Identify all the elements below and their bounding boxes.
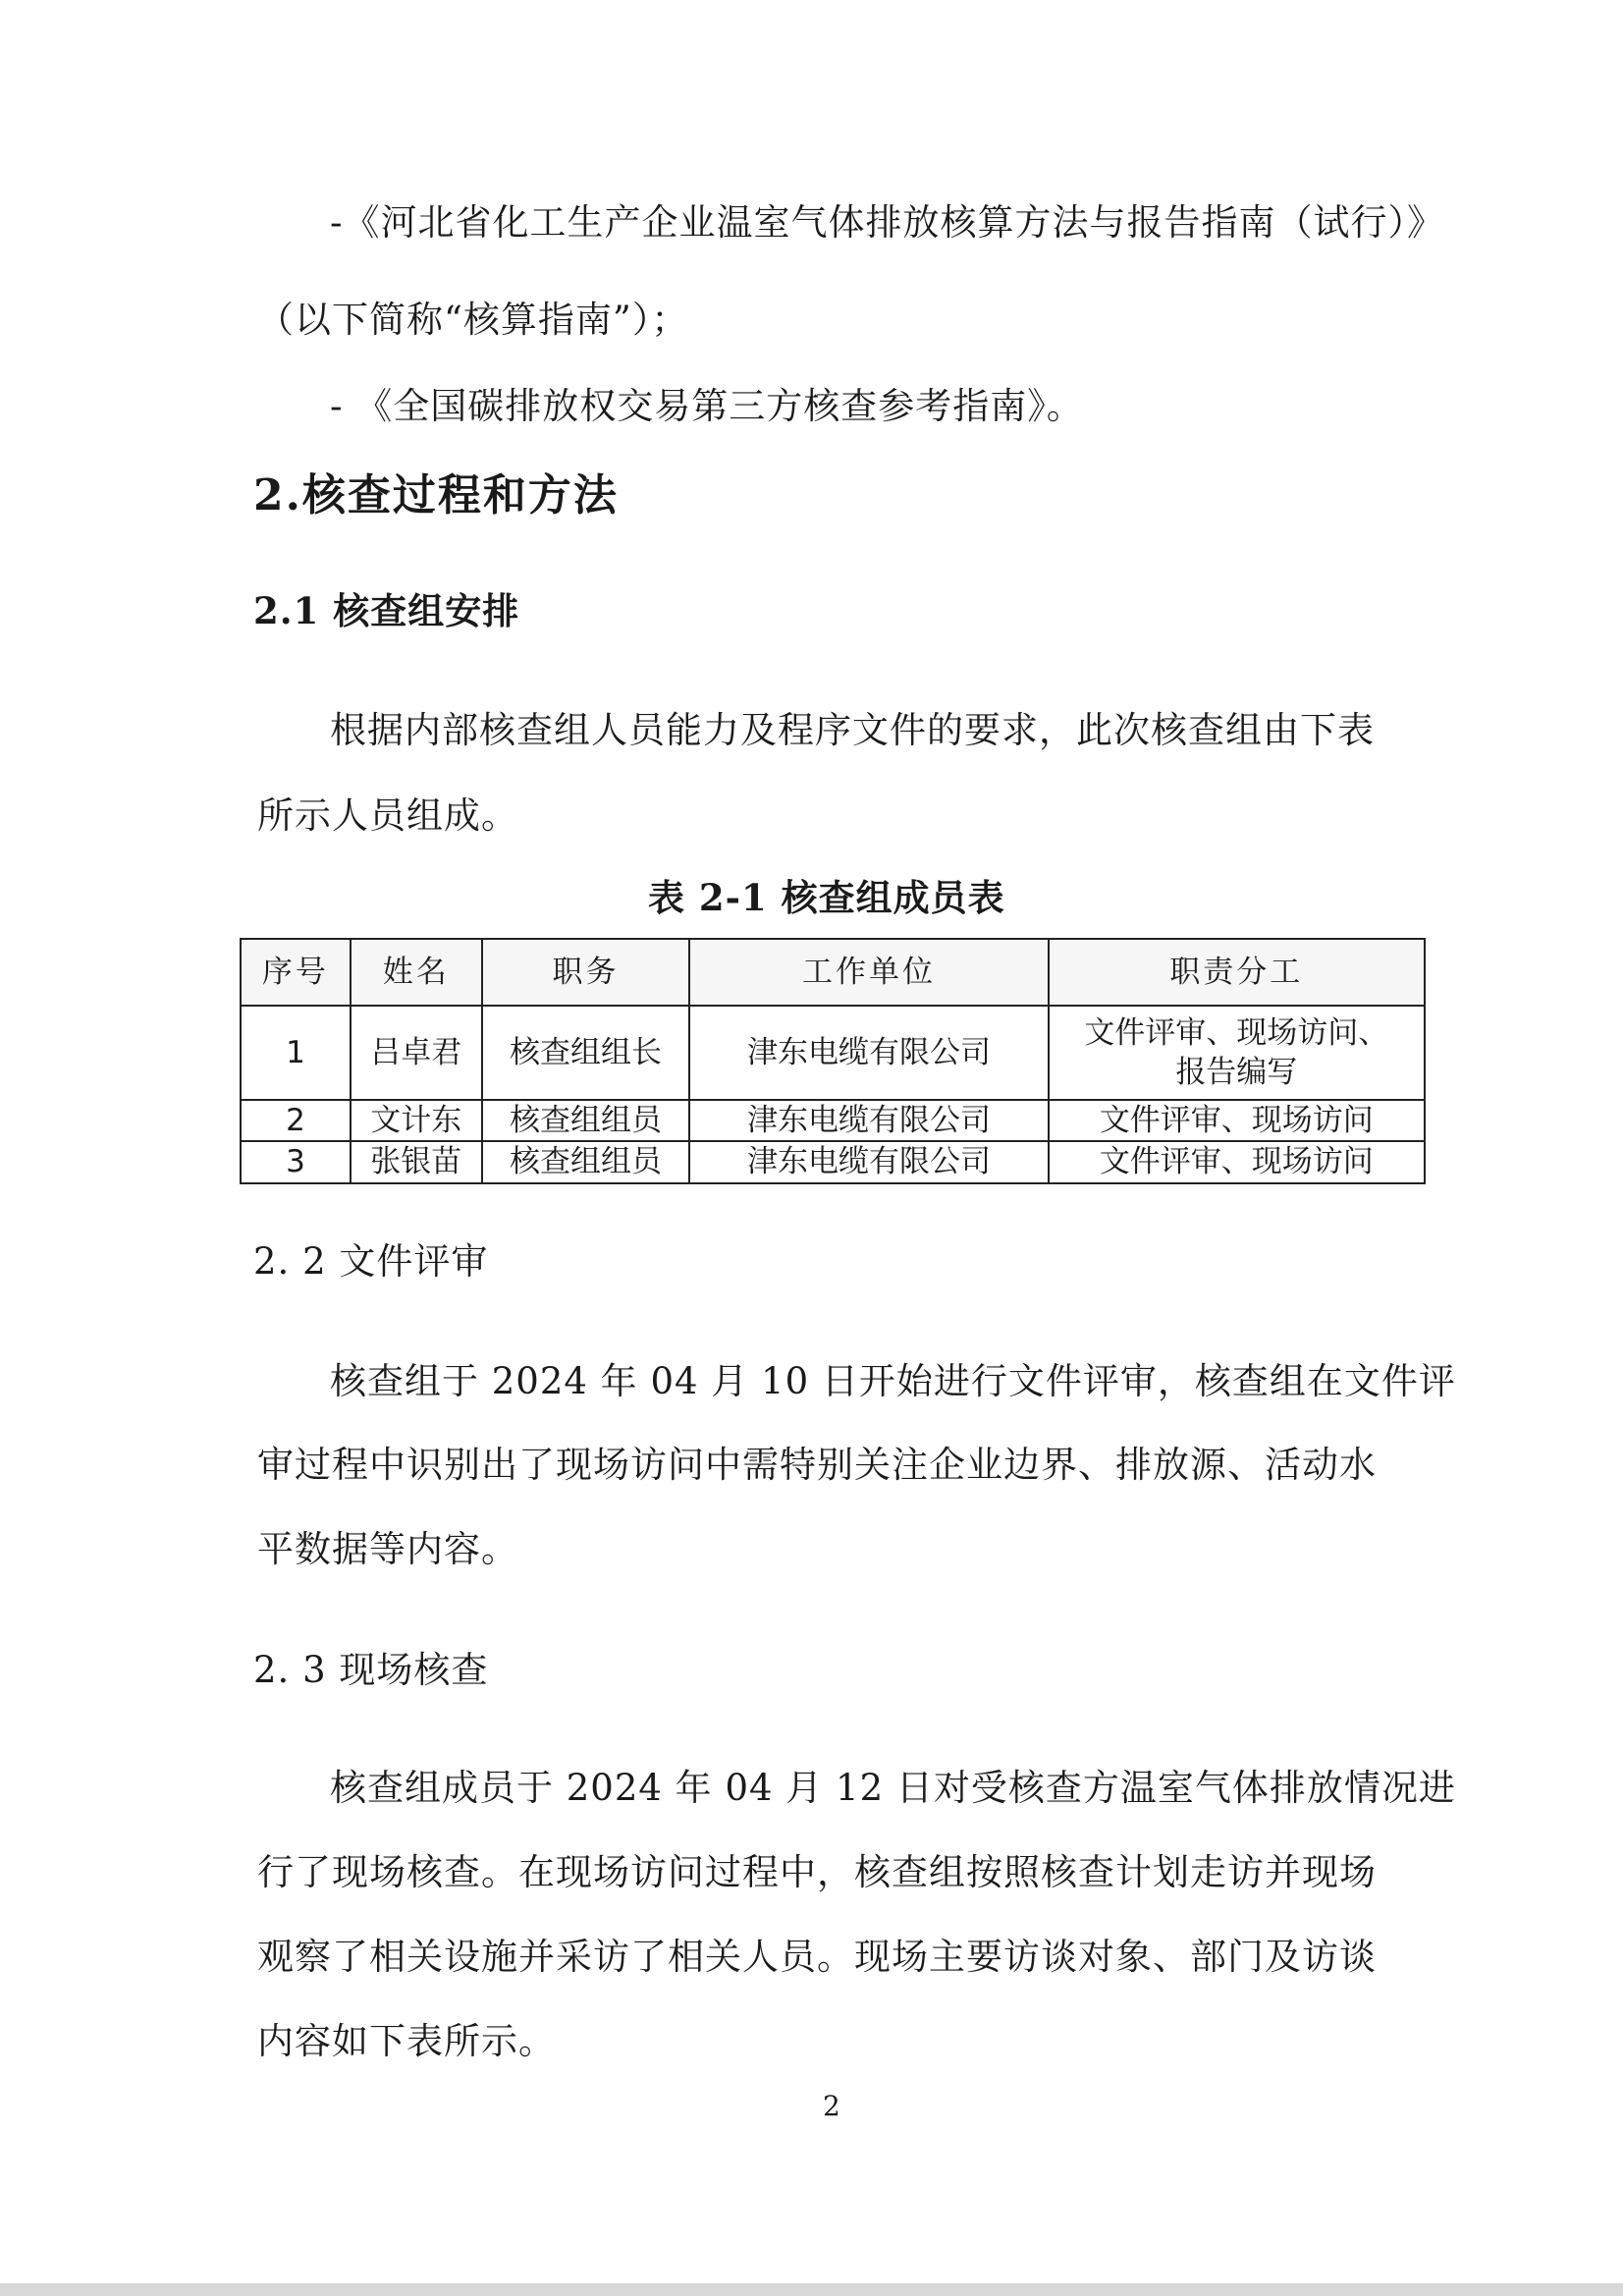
header-unit: 工作单位 <box>689 939 1048 1006</box>
section-heading-2: 2.核查过程和方法 <box>253 470 619 520</box>
cell-unit: 津东电缆有限公司 <box>689 1141 1048 1182</box>
header-role: 职务 <box>482 939 690 1006</box>
cell-no: 2 <box>241 1100 351 1141</box>
cell-name: 文计东 <box>351 1100 482 1141</box>
cell-role: 核查组组员 <box>482 1100 690 1141</box>
paragraph-2-3-line-3: 观察了相关设施并采访了相关人员。现场主要访谈对象、部门及访谈 <box>257 1936 1377 1978</box>
paragraph-2-2-line-3: 平数据等内容。 <box>257 1528 518 1570</box>
cell-role: 核查组组长 <box>482 1006 690 1100</box>
page-number: 2 <box>823 2090 841 2122</box>
paragraph-2-2-line-2: 审过程中识别出了现场访问中需特别关注企业边界、排放源、活动水 <box>257 1444 1377 1486</box>
table-caption: 表 2-1 核查组成员表 <box>648 876 1005 919</box>
cell-no: 1 <box>241 1006 351 1100</box>
team-members-table <box>240 938 1426 1184</box>
cell-duty: 文件评审、现场访问 <box>1049 1141 1425 1182</box>
cell-duty <box>1049 1006 1425 1100</box>
paragraph-2-3-line-1: 核查组成员于 2024 年 04 月 12 日对受核查方温室气体排放情况进 <box>330 1767 1456 1809</box>
table-header-row <box>241 939 1425 1006</box>
cell-duty-line-2: 报告编写 <box>1175 1055 1298 1090</box>
cell-unit: 津东电缆有限公司 <box>689 1100 1048 1141</box>
cell-duty-line-1: 文件评审、现场访问、 <box>1084 1014 1389 1051</box>
reference-line-1: -《河北省化工生产企业温室气体排放核算方法与报告指南（试行）》 <box>330 201 1445 244</box>
table-row <box>241 1100 1425 1141</box>
paragraph-2-3-line-4: 内容如下表所示。 <box>257 2020 556 2062</box>
header-name: 姓名 <box>351 939 482 1006</box>
cell-name: 吕卓君 <box>351 1006 482 1100</box>
header-no: 序号 <box>241 939 351 1006</box>
table-row <box>241 1141 1425 1182</box>
section-heading-2-3: 2. 3 现场核查 <box>253 1649 489 1691</box>
cell-role: 核查组组员 <box>482 1141 690 1182</box>
reference-line-2: （以下简称“核算指南”）； <box>257 299 689 341</box>
cell-name: 张银苗 <box>351 1141 482 1182</box>
paragraph-2-1-line-1: 根据内部核查组人员能力及程序文件的要求，此次核查组由下表 <box>330 709 1375 751</box>
paragraph-2-3-line-2: 行了现场核查。在现场访问过程中，核查组按照核查计划走访并现场 <box>257 1851 1377 1893</box>
cell-unit: 津东电缆有限公司 <box>689 1006 1048 1100</box>
scan-edge <box>0 2283 1623 2296</box>
section-heading-2-2: 2. 2 文件评审 <box>253 1240 489 1283</box>
table-row <box>241 1006 1425 1100</box>
paragraph-2-2-line-1: 核查组于 2024 年 04 月 10 日开始进行文件评审，核查组在文件评 <box>330 1360 1456 1402</box>
section-heading-2-1: 2.1 核查组安排 <box>253 589 520 632</box>
header-duty: 职责分工 <box>1049 939 1425 1006</box>
paragraph-2-1-line-2: 所示人员组成。 <box>257 794 518 837</box>
reference-line-3: - 《全国碳排放权交易第三方核查参考指南》。 <box>330 385 1084 427</box>
cell-no: 3 <box>241 1141 351 1182</box>
cell-duty: 文件评审、现场访问 <box>1049 1100 1425 1141</box>
